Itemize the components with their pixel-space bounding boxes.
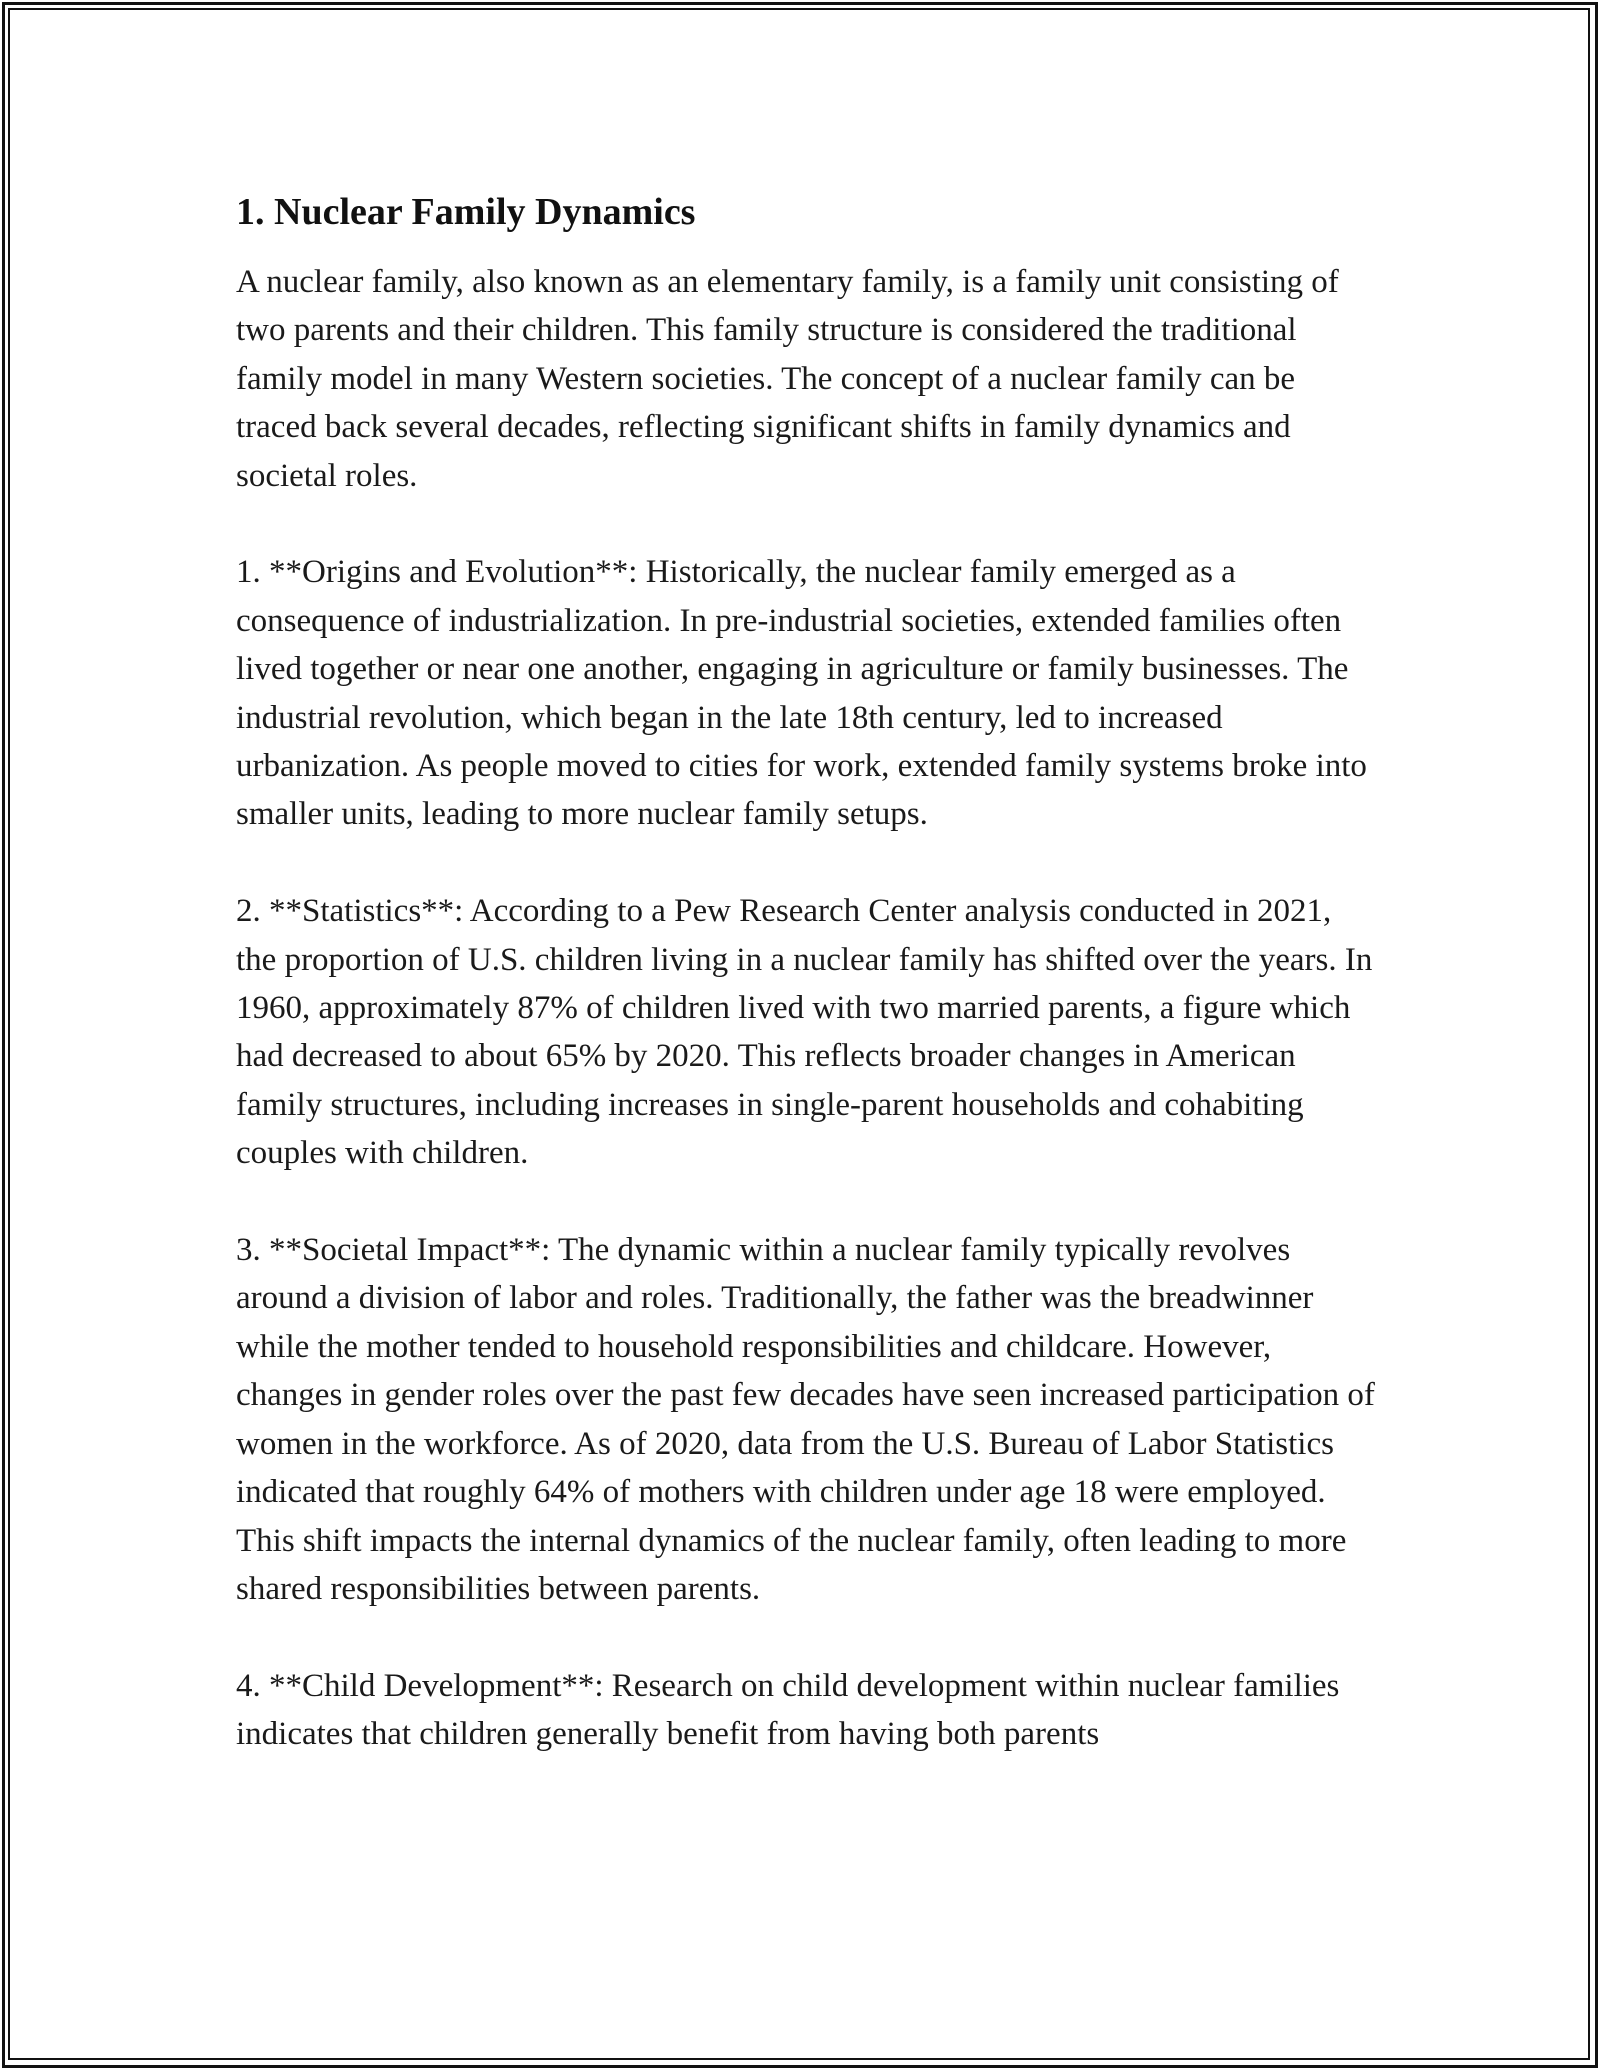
document-body bbox=[236, 188, 1376, 1807]
origins-paragraph: 1. **Origins and Evolution**: Historically, the nuclear family emerged as a consequence of industrialization. In pre-industrial societies, extended families often lived together or near one another, engaging in agriculture or family businesses. The industrial revolution, which began in the late 18th century, led to increased urbanization. As people moved to cities for work, extended family systems broke into smaller units, leading to more nuclear family setups. bbox=[236, 554, 1367, 833]
societal-impact-paragraph: 3. **Societal Impact**: The dynamic within a nuclear family typically revolves around a division of labor and roles. Traditionally, the father was the breadwinner while the mother tended to household responsibilities and childcare. However, changes in gender roles over the past few decades have seen increased participation of women in the workforce. As of 2020, data from the U.S. Bureau of Labor Statistics indicated that roughly 64% of mothers with children under age 18 were employed. This shift impacts the internal dynamics of the nuclear family, often leading to more shared responsibilities between parents. bbox=[236, 1232, 1375, 1607]
section-heading: 1. Nuclear Family Dynamics bbox=[236, 191, 696, 233]
intro-paragraph: A nuclear family, also known as an elementary family, is a family unit consisting of two parents and their children. This family structure is considered the traditional family model in many Western societies. The concept of a nuclear family can be traced back several decades, reflecting significant shifts in family dynamics and societal roles. bbox=[236, 264, 1339, 494]
child-development-paragraph: 4. **Child Development**: Research on child development within nuclear families indicates that children generally benefit from having both parents bbox=[236, 1667, 1340, 1753]
statistics-paragraph: 2. **Statistics**: According to a Pew Research Center analysis conducted in 2021, the proportion of U.S. children living in a nuclear family has shifted over the years. In 1960, approximately 87% of children lived with two married parents, a figure which had decreased to about 65% by 2020. This reflects broader changes in American family structures, including increases in single-parent households and cohabiting couples with children. bbox=[236, 893, 1373, 1172]
